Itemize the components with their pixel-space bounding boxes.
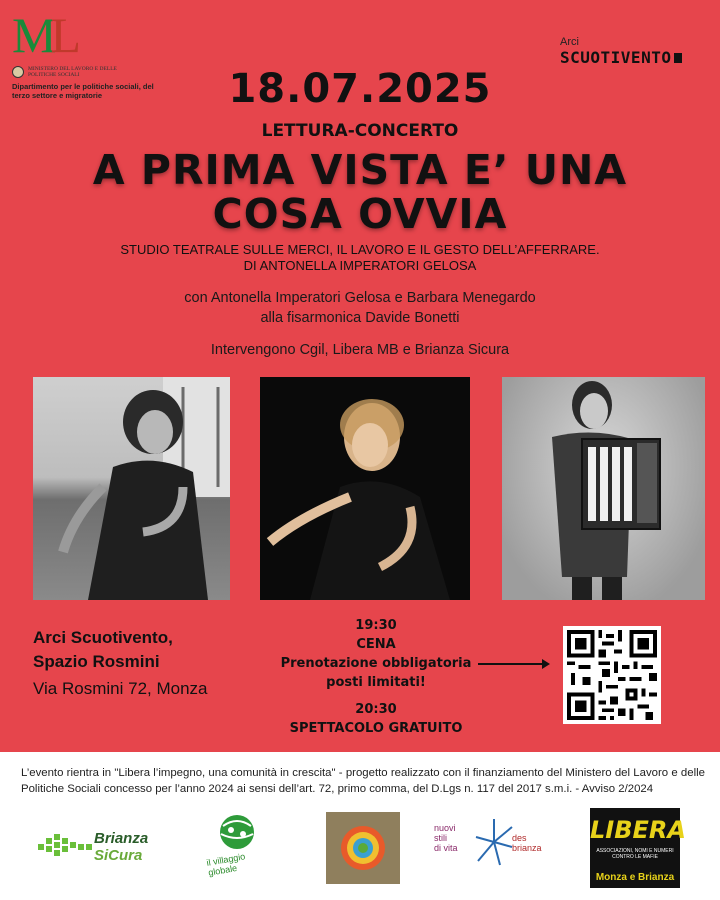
- dinner-label: CENA: [356, 637, 396, 652]
- show-label: SPETTACOLO GRATUITO: [289, 721, 463, 736]
- performer-1-image: [33, 377, 230, 600]
- star-burst-icon: [474, 817, 514, 867]
- nuovi-stili-di-vita-logo: nuovi stili di vita des brianza: [434, 815, 554, 875]
- event-schedule: [256, 616, 496, 738]
- event-description: STUDIO TEATRALE SULLE MERCI, IL LAVORO E IL GESTO DELL’AFFERRARE. DI ANTONELLA IMPERATORI GELOSA: [120, 242, 600, 273]
- flag-icon: [674, 53, 682, 63]
- brianza-sicura-logo: Brianza SiCura: [36, 826, 176, 870]
- arci-scuotivento-logo: Arci SCUOTIVENTO: [560, 36, 700, 67]
- ministry-name: MINISTERO DEL LAVORO E DELLE POLITICHE SOCIALI: [28, 66, 117, 78]
- funding-notice: L’evento rientra in "Libera l’impegno, una comunità in crescita" - progetto realizzato con il finanziamento del Ministero del Lavoro e delle Politiche Sociali concesso per l’anno 2024 ai sensi dell’art. 72, primo comma, del D.Lgs n. 117 del 2017 s.m.i. - Avviso 2/2024: [21, 767, 705, 795]
- show-time: 20:30: [355, 702, 397, 717]
- photo-musician: [502, 377, 705, 600]
- libera-logo: LIBERA ASSOCIAZIONI, NOMI E NUMERI CONTRO LE MAFIE Monza e Brianza: [590, 808, 680, 888]
- event-cast: con Antonella Imperatori Gelosa e Barbara Menegardo alla fisarmonica Davide Bonetti: [184, 290, 536, 326]
- venue-address: Via Rosmini 72, Monza: [33, 679, 208, 698]
- ministry-monogram: ML: [12, 7, 76, 63]
- villaggio-globale-logo: il villaggio globale: [207, 812, 275, 872]
- event-title: A PRIMA VISTA E’ UNA COSA OVVIA: [92, 146, 628, 238]
- photo-performer-2: [260, 377, 470, 600]
- brianza-sicura-mark-icon: [36, 826, 94, 870]
- dinner-time: 19:30: [355, 618, 397, 633]
- event-type: LETTURA-CONCERTO: [261, 121, 459, 141]
- ministry-department: Dipartimento per le politiche sociali, del terzo settore e migratorie: [12, 82, 154, 100]
- qr-code[interactable]: [563, 626, 661, 724]
- musician-image: [502, 377, 705, 600]
- qr-code-icon: [563, 626, 661, 724]
- venue-block: [33, 626, 253, 702]
- event-guests: Intervengono Cgil, Libera MB e Brianza Sicura: [210, 342, 510, 358]
- photo-performer-1: [33, 377, 230, 600]
- arrow-right-icon: [478, 658, 550, 670]
- booking-note: Prenotazione obbligatoria: [280, 656, 472, 671]
- circular-emblem-icon: [326, 812, 400, 884]
- limited-seats-note: posti limitati!: [326, 675, 426, 690]
- event-date: 18.07.2025: [228, 66, 492, 112]
- performer-2-image: [260, 377, 470, 600]
- venue-name: Arci Scuotivento, Spazio Rosmini: [33, 628, 173, 671]
- circular-partner-logo: [326, 812, 400, 884]
